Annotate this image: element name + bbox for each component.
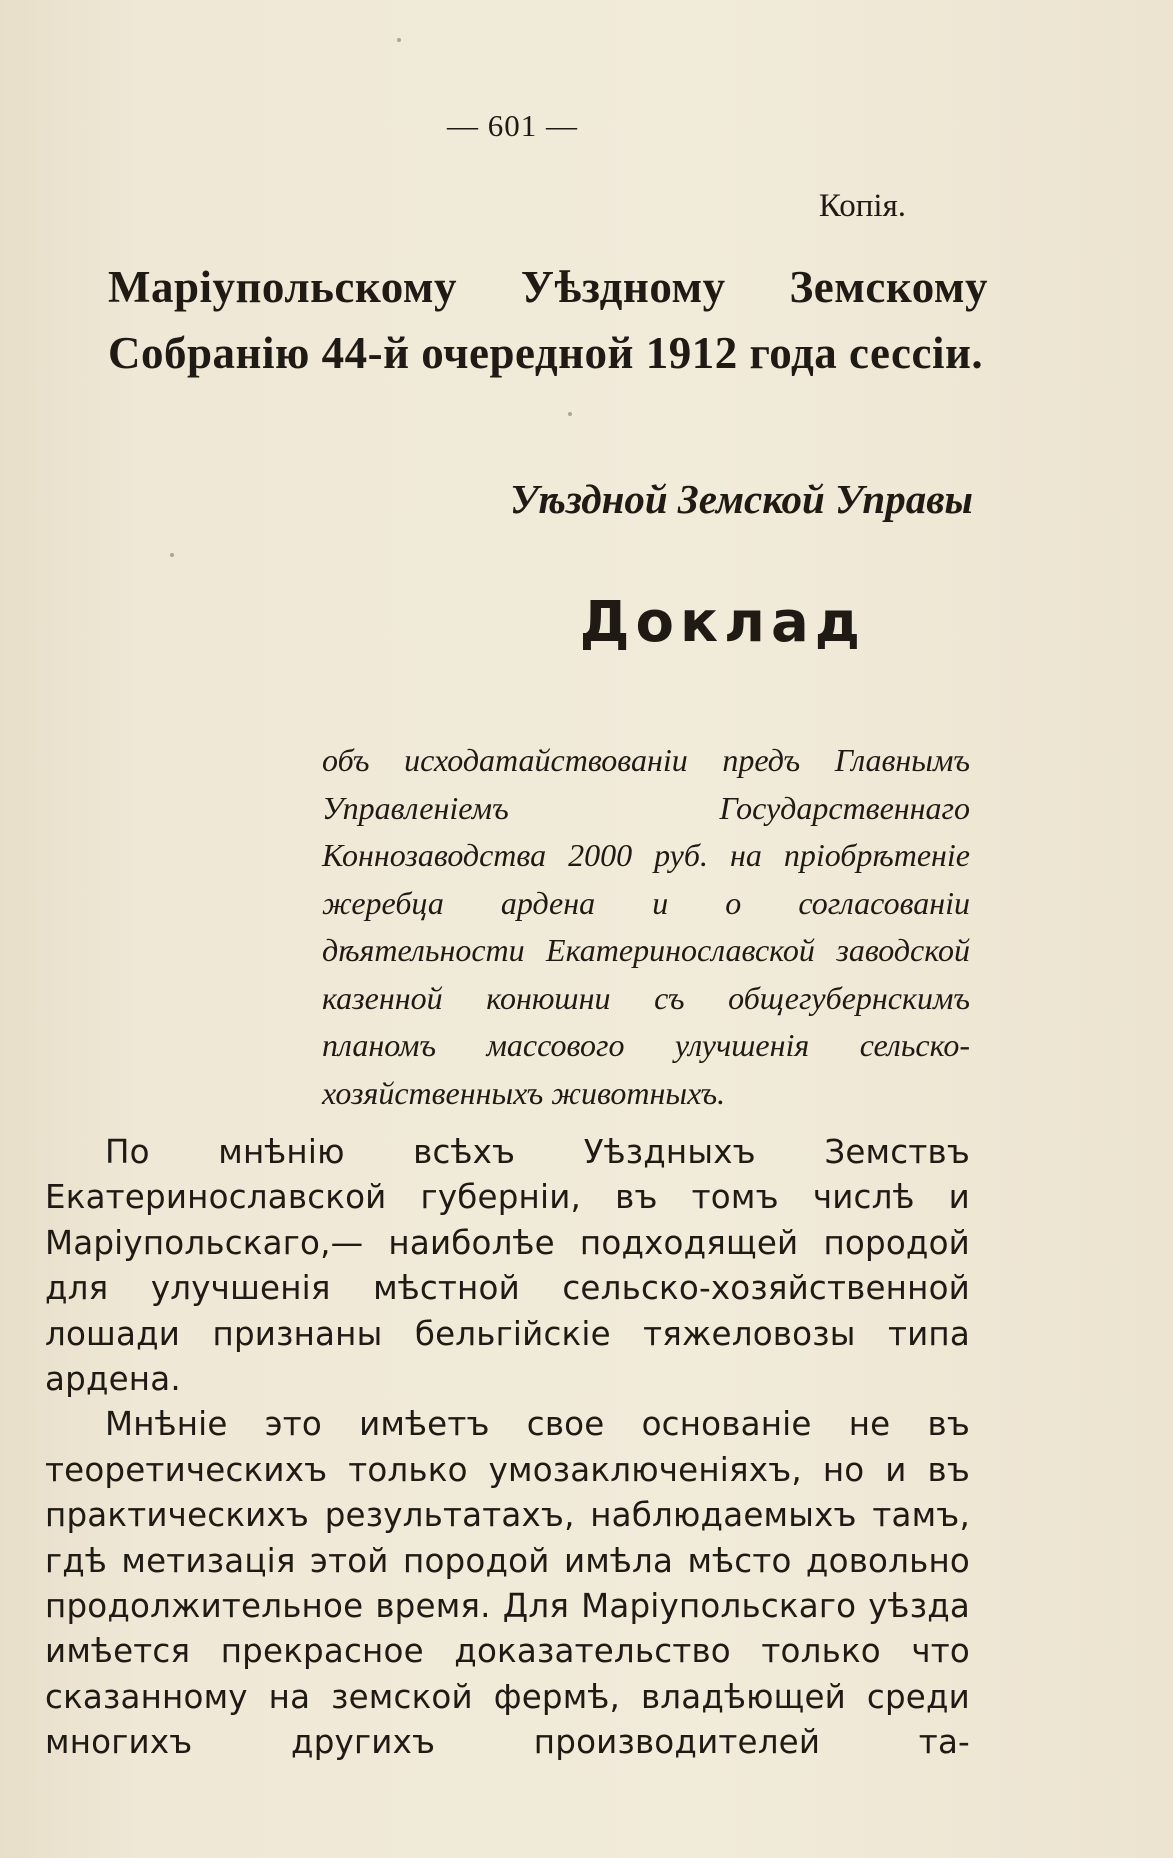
copy-mark: Копія. (818, 188, 906, 224)
address-heading: Маріупольскому Уѣздному Земскому Собранію 44-й очередной 1912 года сессіи. (108, 262, 988, 378)
body-text (45, 1130, 970, 1766)
report-subject: объ исходатайствованіи предъ Главнымъ Управленіемъ Государственнаго Коннозаводства 2000 руб. на пріобрѣтеніе жеребца ардена и о согласованіи дѣятельности Екатеринославской заводской казенной конюшни съ общегубернскимъ планомъ массового улучшенія сельско-хозяйственныхъ животныхъ. (322, 742, 970, 1111)
report-heading: Доклад (579, 590, 866, 655)
body-paragraph-1: По мнѣнію всѣхъ Уѣздныхъ Земствъ Екатеринославской губерніи, въ томъ числѣ и Маріупольскаго,— наиболѣе подходящей породой для улучшенія мѣстной сельско-хозяйственной лошади признаны бельгійскіе тяжеловозы типа ардена. (45, 1133, 970, 1399)
page-number: — 601 — (447, 108, 578, 143)
board-title: Уѣздной Земской Управы (509, 476, 973, 522)
paper-speck (568, 412, 572, 416)
paper-speck (397, 38, 401, 42)
body-paragraph-2: Мнѣніе это имѣетъ свое основаніе не въ теоретическихъ только умозаключеніяхъ, но и въ практическихъ результатахъ, наблюдаемыхъ тамъ, гдѣ метизація этой породой имѣла мѣсто довольно продолжительное время. Для Маріупольскаго уѣзда имѣется прекрасное доказательство только что сказанному на земской фермѣ, владѣющей среди многихъ другихъ производителей та- (45, 1405, 970, 1762)
paper-speck (170, 553, 174, 557)
